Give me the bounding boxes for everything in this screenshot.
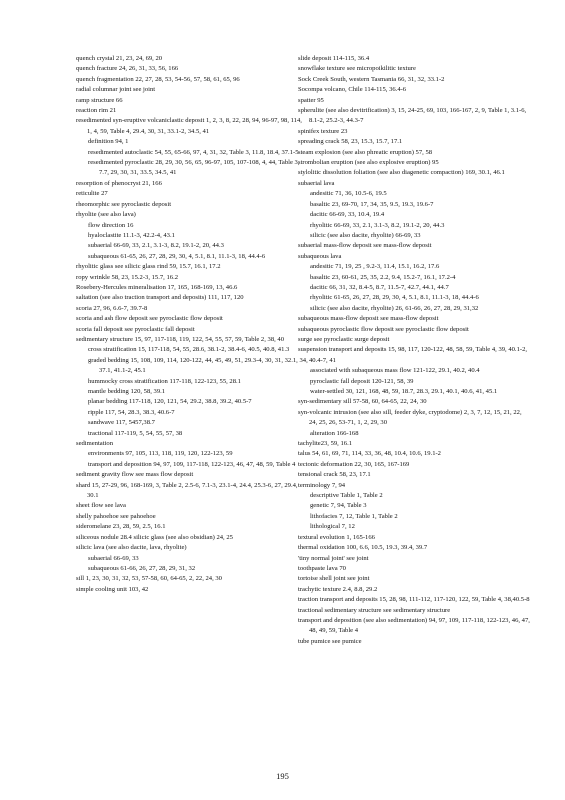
index-entry: ramp structure 66 <box>76 96 123 104</box>
index-entry: spatter 95 <box>298 96 324 104</box>
index-entry: surge see pyroclastic surge deposit <box>298 335 390 343</box>
index-subentry: graded bedding 15, 108, 109, 114, 120-122, 44, 45, 49, 51, 29.3-4, 30, 31, 32.1, 34, 37.1, 41.1-2, 45.1 <box>88 356 308 375</box>
index-entry: quench fracture 24, 26, 31, 33, 56, 166 <box>76 65 179 73</box>
index-entry: scoria and ash flow deposit see pyroclastic flow deposit <box>76 315 223 323</box>
index-entry: rheomorphic see pyroclastic deposit <box>76 200 172 208</box>
index-entry: subaqueous pyroclastic flow deposit see pyroclastic flow deposit <box>298 325 469 333</box>
index-entry: 'tiny normal joint' see joint <box>298 554 369 562</box>
index-subentry: genetic 7, 94, Table 3 <box>310 502 367 510</box>
index-entry: silicic lava (see also dacite, lava, rhyolite) <box>76 544 187 552</box>
index-subentry: cross stratification 15, 117-118, 54, 55, 28.6, 38.1-2, 38.4-6, 40.5, 40.8, 41.3 <box>88 346 290 354</box>
index-subentry: associated with subaqueous mass flow 121-122, 29.1, 40.2, 40.4 <box>310 367 480 375</box>
index-subentry: resedimented pyroclastic 28, 29, 30, 56, 65, 96-97, 105, 107-108, 4, 44, Table 3, 7.7, 29, 30, 31, 33.5, 34.5, 41 <box>88 159 300 177</box>
index-entry: subaqueous lava <box>298 252 342 260</box>
index-subentry: flow direction 16 <box>88 221 134 229</box>
index-entry: thermal oxidation 100, 6.6, 10.5, 19.3, 39.4, 39.7 <box>298 544 428 552</box>
index-entry: siliceous nodule 28.4 silicic glass (see also obsidian) 24, 25 <box>76 533 233 541</box>
index-entry: simple cooling unit 103, 42 <box>76 585 149 593</box>
index-subentry: ripple 117, 54, 28.3, 38.3, 40.6-7 <box>88 408 175 416</box>
index-entry: tachylite23, 59, 16.1 <box>298 440 353 448</box>
index-subentry: resedimented autoclastic 54, 55, 65-66, 97, 4, 31, 32, Table 3, 11.8, 18.4, 37.1-5 <box>88 148 299 156</box>
index-entry: transport and deposition (see also sedimentation) 94, 97, 109, 117-118, 122-123, 46, 47, 48, 49, 59, Table 4 <box>298 616 530 635</box>
index-entry: rhyolite (see also lava) <box>76 211 136 219</box>
index-entry: ropy wrinkle 58, 23, 15.2-3, 15.7, 16.2 <box>76 273 179 281</box>
index-entry: sheet flow see lava <box>76 502 126 510</box>
index-entry: textural evolution 1, 165-166 <box>298 533 375 541</box>
index-entry: tensional crack 58, 23, 17.1 <box>298 471 371 479</box>
index-entry: spreading crack 58, 23, 15.3, 15.7, 17.1 <box>298 138 403 146</box>
index-subentry: silicic (see also dacite, rhyolite) 26, 61-66, 26, 27, 28, 29, 31,32 <box>310 304 479 312</box>
index-subentry: dacitic 66, 31, 32, 8.4-5, 8.7, 11.5-7, 42.7, 44.1, 44.7 <box>310 283 449 291</box>
index-entry: sedimentary structure 15, 97, 117-118, 119, 122, 54, 55, 57, 59, Table 2, 38, 40 <box>76 335 285 343</box>
index-subentry: pyroclastic fall deposit 120-121, 58, 39 <box>310 377 414 385</box>
index-entry: tube pumice see pumice <box>298 637 362 645</box>
page-number: 195 <box>276 771 289 781</box>
index-column-right <box>298 54 530 647</box>
index-entry: resedimented syn-eruptive volcaniclastic deposit 1, 2, 3, 8, 22, 28, 94, 96-97, 98, 114, 1, 4, 59, Table 4, 29.4, 30, 31, 33.1-2, 34.5, 41 <box>76 117 302 135</box>
index-entry: sideromelane 23, 28, 59, 2.5, 16.1 <box>76 523 166 531</box>
index-entry: steam explosion (see also phreatic eruption) 57, 58 <box>298 148 433 156</box>
index-subentry: descriptive Table 1, Table 2 <box>310 492 383 500</box>
index-subentry: subaqueous 61-65, 26, 27, 28, 29, 30, 4, 5.1, 8.1, 11.1-3, 18, 44.4-6 <box>88 252 266 260</box>
index-entry: trachytic texture 2.4, 8.8, 29.2 <box>298 585 378 593</box>
index-entry: shard 15, 27-29, 96, 168-169, 3, Table 2, 2.5-6, 7.1-3, 23.1-4, 24.4, 25.3-6, 27, 29.4, 30.1 <box>76 481 298 500</box>
index-entry: reaction rim 21 <box>76 107 117 115</box>
index-subentry: planar bedding 117-118, 120, 121, 54, 29.2, 38.8, 39.2, 40.5-7 <box>88 398 252 406</box>
index-subentry: dacitic 66-69, 33, 10.4, 19.4 <box>310 211 385 219</box>
index-subentry: definition 94, 1 <box>88 138 129 146</box>
index-entry: syn-volcanic intrusion (see also sill, feeder dyke, cryptodome) 2, 3, 7, 12, 15, 21, 22, 24, 25, 26, 53-71, 1, 2, 29, 30 <box>298 408 522 427</box>
index-entry: slide deposit 114-115, 36.4 <box>298 55 370 62</box>
index-entry: traction transport and deposits 15, 28, 98, 111-112, 117-120, 122, 59, Table 4, 38,40.5-8 <box>298 596 530 604</box>
index-entry: quench crystal 21, 23, 24, 69, 20 <box>76 55 163 62</box>
index-subentry: water-settled 30, 121, 168, 48, 59, 18.7, 28.3, 29.1, 40.1, 40.6, 41, 45.1 <box>310 388 498 395</box>
index-subentry: rhyolitic 61-65, 26, 27, 28, 29, 30, 4, 5.1, 8.1, 11.1-3, 18, 44.4-6 <box>310 294 479 302</box>
index-entry: resorption of phenocryst 21, 166 <box>76 179 162 187</box>
index-entry: tractional sedimentary structure see sedimentary structure <box>298 606 451 614</box>
index-entry: subaerial mass-flow deposit see mass-flow deposit <box>298 242 432 250</box>
index-entry: spherulite (see also devitrification) 3, 15, 24-25, 69, 103, 166-167, 2, 9, Table 1, 3.1-6, 8.1-2, 25.2-3, 44.3-7 <box>298 107 527 125</box>
index-entry: tortoise shell joint see joint <box>298 575 370 583</box>
index-entry: rhyolitic glass see silicic glass rind 59, 15.7, 16.1, 17.2 <box>76 263 221 271</box>
index-subentry: subaqueous 61-66, 26, 27, 28, 29, 31, 32 <box>88 564 196 572</box>
index-entry: scoria 27, 96, 6.6-7, 39.7-8 <box>76 304 148 312</box>
index-subentry: lithological 7, 12 <box>310 523 355 531</box>
index-subentry: mantle bedding 120, 58, 39.1 <box>88 388 166 395</box>
index-entry: suspension transport and deposits 15, 98, 117, 120-122, 48, 58, 59, Table 4, 39, 40.1-2, 40.4-7, 41 <box>298 346 528 364</box>
index-entry: toothpaste lava 70 <box>298 564 346 572</box>
index-entry: snowflake texture see micropoikilitic texture <box>298 65 416 73</box>
index-subentry: andesitic 71, 36, 10.5-6, 19.5 <box>310 190 387 198</box>
index-entry: quench fragmentation 22, 27, 28, 53, 54-56, 57, 58, 61, 65, 96 <box>76 75 240 83</box>
index-entry: sediment gravity flow see mass flow deposit <box>76 471 194 479</box>
index-subentry: hyaloclastite 11.1-3, 42.2-4, 43.1 <box>88 231 175 239</box>
index-entry: talus 54, 61, 69, 71, 114, 33, 36, 48, 10.4, 10.6, 19.1-2 <box>298 450 441 458</box>
index-entry: scoria fall deposit see pyroclastic fall deposit <box>76 325 195 333</box>
index-subentry: tractional 117-119, 5, 54, 55, 57, 38 <box>88 429 183 437</box>
index-subentry: basaltic 23, 69-70, 17, 34, 35, 9.5, 19.3, 19.6-7 <box>310 200 434 208</box>
index-subentry: transport and deposition 94, 97, 109, 117-118, 122-123, 46, 47, 48, 59, Table 4 <box>88 460 296 468</box>
index-entry: sill 1, 23, 30, 31, 32, 53, 57-58, 60, 64-65, 2, 22, 24, 30 <box>76 575 222 583</box>
index-entry: Sock Creek South, western Tasmania 66, 31, 32, 33.1-2 <box>298 75 445 83</box>
index-subentry: andesitic 71, 19, 25 , 9.2-3, 11.4, 15.1, 16.2, 17.6 <box>310 263 440 271</box>
index-subentry: lithofacies 7, 12, Table 1, Table 2 <box>310 512 398 520</box>
index-entry: strombolian eruption (see also explosive eruption) 95 <box>298 159 439 167</box>
index-subentry: alteration 166-168 <box>310 429 359 437</box>
index-subentry: environments 97, 105, 113, 118, 119, 120, 122-123, 59 <box>88 450 233 458</box>
index-subentry: sandwave 117, 5457,38.7 <box>88 419 155 427</box>
index-subentry: subaerial 66-69, 33 <box>88 554 139 562</box>
index-subentry: silicic (see also dacite, rhyolite) 66-69, 33 <box>310 231 421 239</box>
index-entry: subaerial lava <box>298 179 335 187</box>
index-column-left <box>76 54 308 595</box>
index-entry: Socompa volcano, Chile 114-115, 36.4-6 <box>298 86 407 94</box>
index-subentry: basaltic 23, 60-61, 25, 35, 2.2, 9.4, 15.2-7, 16.1, 17.2-4 <box>310 273 456 281</box>
index-entry: saltation (see also traction transport and deposits) 111, 117, 120 <box>76 294 244 302</box>
index-subentry: hummocky cross stratification 117-118, 122-123, 55, 28.1 <box>88 377 241 385</box>
index-entry: tectonic deformation 22, 30, 165, 167-169 <box>298 460 410 468</box>
index-entry: spinifex texture 23 <box>298 127 348 135</box>
index-entry: stylolitic dissolution foliation (see also diagenetic compaction) 169, 30.1, 46.1 <box>298 169 505 177</box>
index-entry: Rosebery-Hercules mineralisation 17, 165, 168-169, 13, 46.6 <box>76 283 238 291</box>
index-entry: syn-sedimentary sill 57-58, 60, 64-65, 22, 24, 30 <box>298 398 427 406</box>
index-entry: shelly pahoehoe see pahoehoe <box>76 512 156 520</box>
index-subentry: rhyolitic 66-69, 33, 2.1, 3.1-3, 8.2, 19.1-2, 20, 44.3 <box>310 221 445 229</box>
index-entry: radial columnar joint see joint <box>76 86 156 94</box>
index-entry: reticulite 27 <box>76 190 108 198</box>
index-entry: sedimentation <box>76 440 113 448</box>
index-entry: terminology 7, 94 <box>298 481 346 489</box>
index-subentry: subaerial 66-69, 33, 2.1, 3.1-3, 8.2, 19.1-2, 20, 44.3 <box>88 242 224 250</box>
index-entry: subaqueous mass-flow deposit see mass-flow deposit <box>298 315 439 323</box>
